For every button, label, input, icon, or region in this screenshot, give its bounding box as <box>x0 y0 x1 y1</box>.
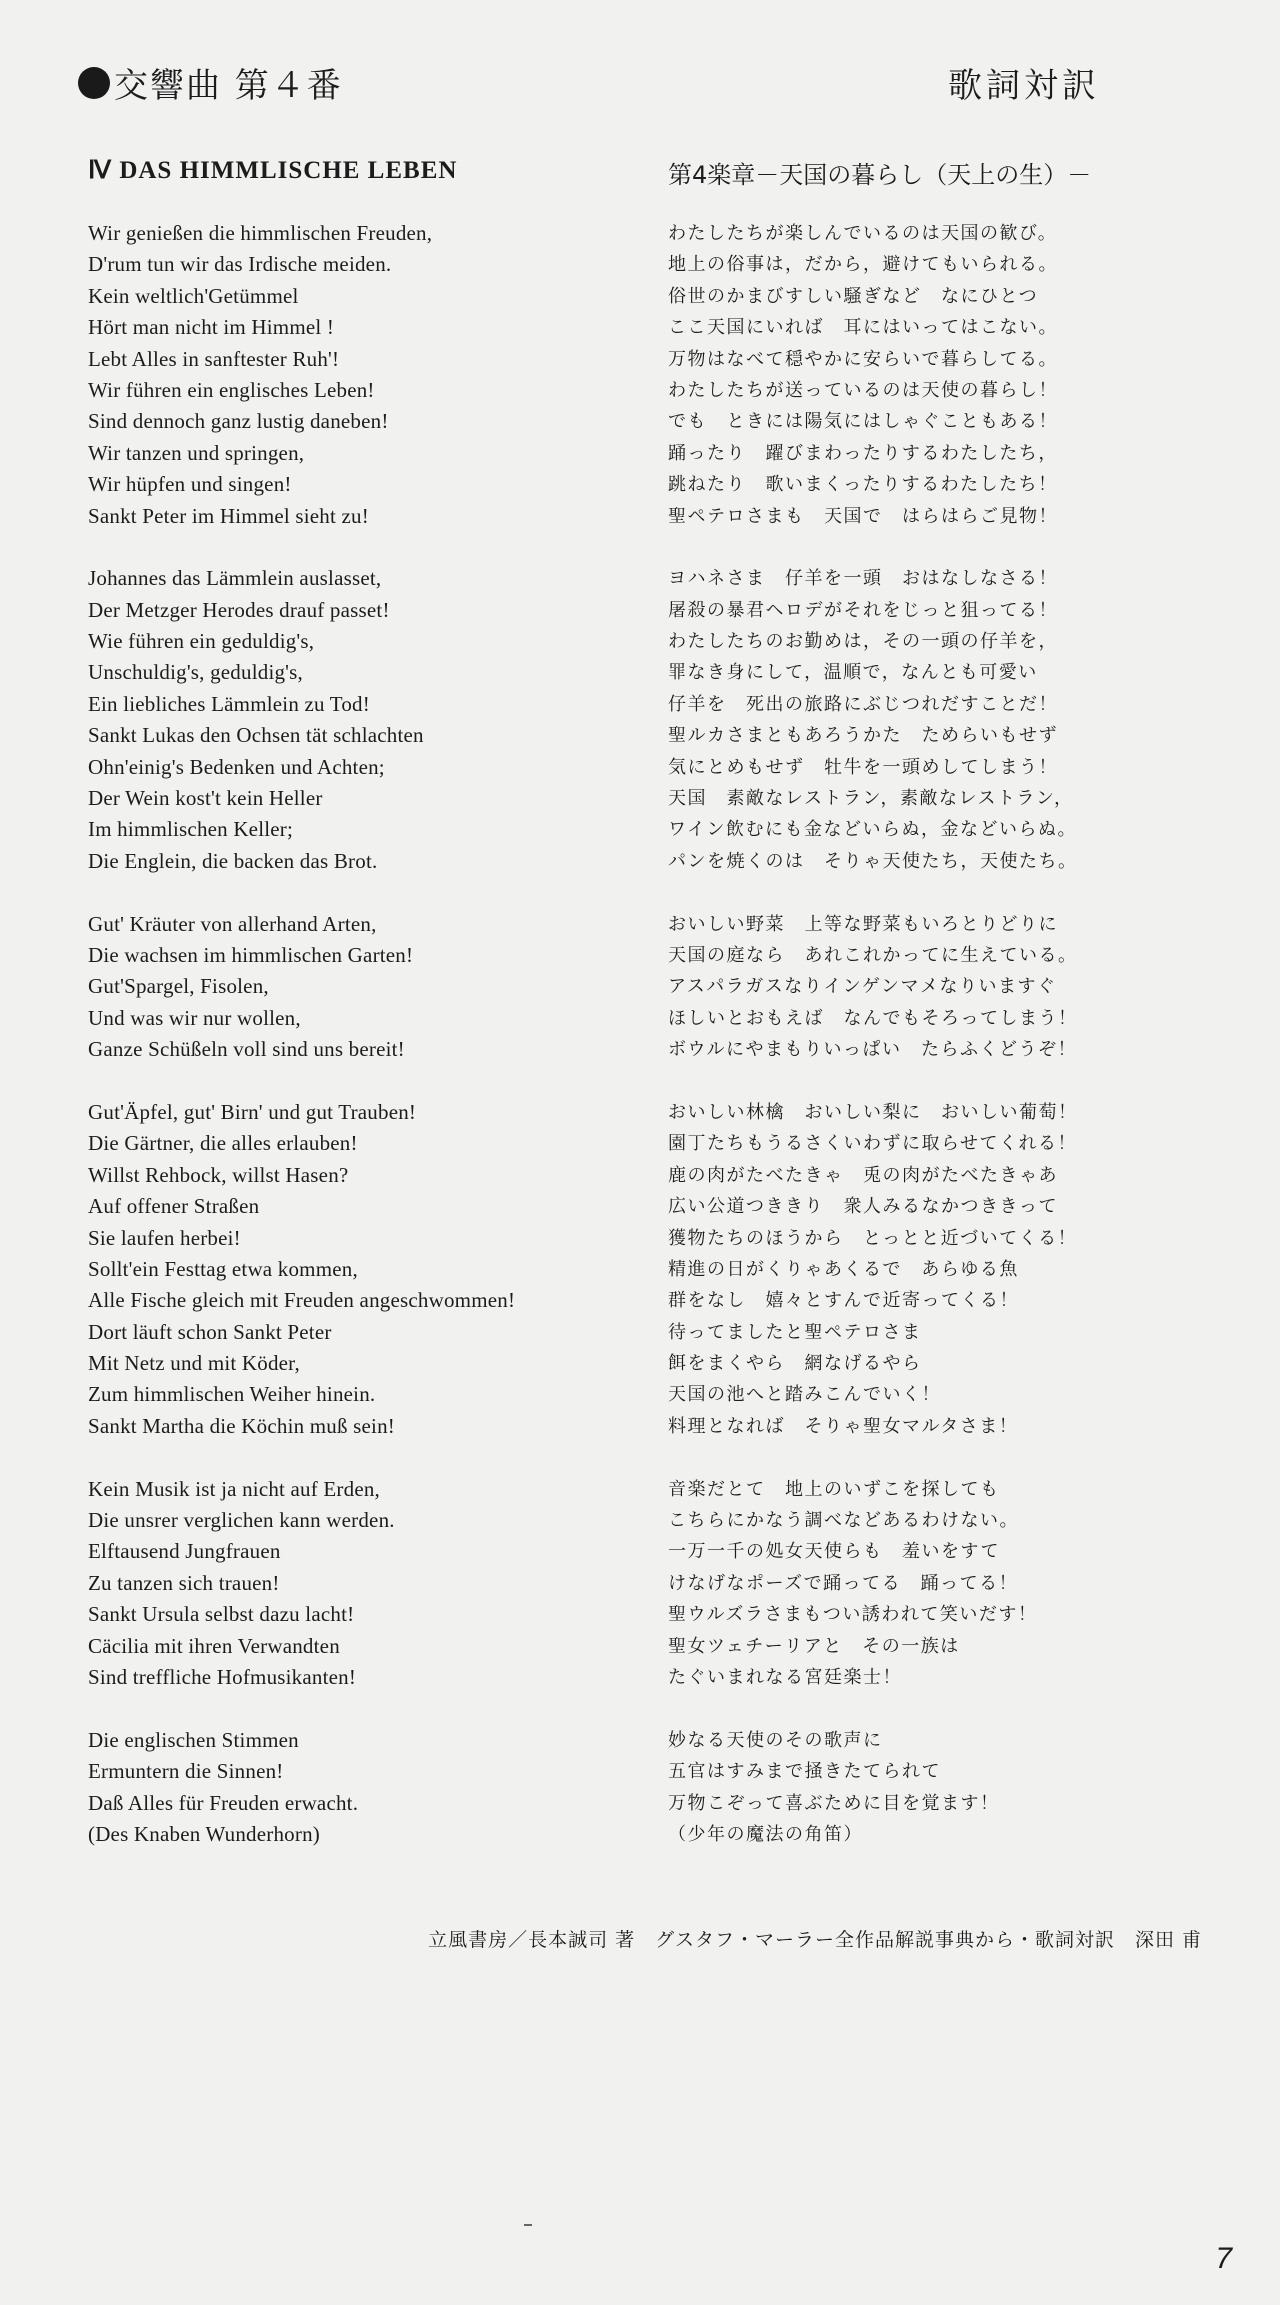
japanese-lyric-line: 天国の庭なら あれこれかってに生えている。 <box>668 944 1078 966</box>
german-lyric-line: Sankt Peter im Himmel sieht zu! <box>88 503 369 528</box>
japanese-lyric-line: 天国の池へと踏みこんでいく！ <box>668 1384 941 1406</box>
german-lyric-line: Wir führen ein englisches Leben! <box>88 377 375 402</box>
japanese-lyric-line: パンを焼くのは そりゃ天使たち，天使たち。 <box>668 850 1078 872</box>
german-lyric-line: Wie führen ein geduldig's, <box>88 629 315 654</box>
japanese-lyric-line: ボウルにやまもりいっぱい たらふくどうぞ！ <box>668 1039 1077 1061</box>
german-lyric-line: Ermuntern die Sinnen! <box>88 1759 284 1784</box>
japanese-lyric-line: ワイン飲むにも金などいらぬ，金などいらぬ。 <box>668 819 1077 841</box>
japanese-lyric-line: 万物はなべて穏やかに安らいで暮らしてる。 <box>668 348 1058 370</box>
japanese-stanza <box>668 218 1228 532</box>
german-lyric-line: Dort läuft schon Sankt Peter <box>88 1319 332 1344</box>
japanese-lyric-line: 聖女ツェチーリアと その一族は <box>668 1635 960 1657</box>
german-lyric-line: Kein weltlich'Getümmel <box>88 283 299 308</box>
german-lyric-line: Zum himmlischen Weiher hinein. <box>88 1382 376 1407</box>
german-lyric-line: Alle Fische gleich mit Freuden angeschwommen! <box>88 1288 516 1313</box>
german-lyric-line: Zu tanzen sich trauen! <box>88 1570 280 1595</box>
japanese-lyric-line: 精進の日がくりゃあくるで あらゆる魚 <box>668 1258 1019 1280</box>
german-stanza <box>88 1097 648 1442</box>
german-lyric-line: Ganze Schüßeln voll sind uns bereit! <box>88 1037 405 1062</box>
japanese-lyric-line: 音楽だとて 地上のいずこを探しても <box>668 1478 1000 1500</box>
japanese-lyric-line: けなげなポーズで踊ってる 踊ってる！ <box>668 1572 1019 1594</box>
japanese-lyric-line: 聖ウルズラさまもつい誘われて笑いだす！ <box>668 1604 1038 1626</box>
symphony-title: 交響曲 第４番 <box>114 66 343 106</box>
german-lyric-line: D'rum tun wir das Irdische meiden. <box>88 252 392 277</box>
japanese-stanza <box>668 909 1228 1066</box>
german-stanza <box>88 218 648 532</box>
japanese-lyric-line: おいしい林檎 おいしい梨に おいしい葡萄！ <box>668 1101 1078 1123</box>
japanese-stanza <box>668 563 1228 877</box>
japanese-lyric-line: ここ天国にいれば 耳にはいってはこない。 <box>668 317 1058 339</box>
german-stanza <box>88 909 648 1066</box>
german-lyric-line: Johannes das Lämmlein auslasset, <box>88 566 382 591</box>
japanese-lyric-line: たぐいまれなる宮廷楽士！ <box>668 1666 902 1688</box>
japanese-lyric-line: 聖ルカさまともあろうかた ためらいもせず <box>668 725 1058 747</box>
japanese-lyric-line: 聖ペテロさまも 天国で はらはらご見物！ <box>668 505 1058 527</box>
german-lyric-line: Mit Netz und mit Köder, <box>88 1351 300 1376</box>
japanese-lyric-line: 群をなし 嬉々とすんで近寄ってくる！ <box>668 1290 1019 1312</box>
german-lyric-line: Gut'Äpfel, gut' Birn' und gut Trauben! <box>88 1099 417 1124</box>
german-lyrics-column <box>88 218 648 1882</box>
japanese-lyric-line: 踊ったり 躍びまわったりするわたしたち， <box>668 442 1058 464</box>
german-stanza <box>88 1474 648 1694</box>
german-lyric-line: Der Wein kost't kein Heller <box>88 786 323 811</box>
japanese-lyric-line: わたしたちが送っているのは天使の暮らし！ <box>668 379 1058 401</box>
bullet-icon <box>78 67 110 99</box>
japanese-lyric-line: でも ときには陽気にはしゃぐこともある！ <box>668 411 1058 433</box>
page-mark <box>524 2224 532 2226</box>
german-lyric-line: Hört man nicht im Himmel ! <box>88 315 335 340</box>
japanese-lyric-line: 妙なる天使のその歌声に <box>668 1729 883 1751</box>
german-lyric-line: Elftausend Jungfrauen <box>88 1539 281 1564</box>
japanese-lyric-line: 万物こぞって喜ぶために目を覚ます！ <box>668 1792 1000 1814</box>
german-lyric-line: Sankt Martha die Köchin muß sein! <box>88 1413 395 1438</box>
german-lyric-line: Cäcilia mit ihren Verwandten <box>88 1633 340 1658</box>
page-header <box>78 58 1100 108</box>
japanese-lyric-line: こちらにかなう調べなどあるわけない。 <box>668 1510 1019 1532</box>
section-label: 歌詞対訳 <box>948 66 1100 106</box>
japanese-lyric-line: 料理となれば そりゃ聖女マルタさま！ <box>668 1415 1019 1437</box>
german-lyric-line: Willst Rehbock, willst Hasen? <box>88 1162 349 1187</box>
japanese-lyric-line: わたしたちのお勤めは，その一頭の仔羊を， <box>668 631 1058 653</box>
japanese-lyric-line: 天国 素敵なレストラン，素敵なレストラン， <box>668 788 1074 810</box>
japanese-stanza <box>668 1474 1228 1694</box>
japanese-lyric-line: おいしい野菜 上等な野菜もいろとりどりに <box>668 913 1058 935</box>
japanese-lyric-line: 鹿の肉がたべたきゃ 兎の肉がたべたきゃあ <box>668 1164 1058 1186</box>
german-lyric-line: Auf offener Straßen <box>88 1194 260 1219</box>
german-lyric-line: Die wachsen im himmlischen Garten! <box>88 942 414 967</box>
german-stanza <box>88 563 648 877</box>
japanese-lyric-line: 餌をまくやら 網なげるやら <box>668 1353 922 1375</box>
german-lyric-line: Die Gärtner, die alles erlauben! <box>88 1131 358 1156</box>
german-lyric-line: Sollt'ein Festtag etwa kommen, <box>88 1256 358 1281</box>
japanese-lyric-line: 気にとめもせず 牡牛を一頭めしてしまう！ <box>668 756 1058 778</box>
japanese-lyric-line: ほしいとおもえば なんでもそろってしまう！ <box>668 1007 1078 1029</box>
german-lyric-line: Die englischen Stimmen <box>88 1727 299 1752</box>
german-lyric-line: Gut' Kräuter von allerhand Arten, <box>88 911 377 936</box>
japanese-lyric-line: 待ってましたと聖ペテロさま <box>668 1321 922 1343</box>
german-lyric-line: Wir tanzen und springen, <box>88 440 305 465</box>
japanese-lyric-line: アスパラガスなりインゲンマメなりいますぐ <box>668 976 1057 998</box>
german-lyric-line: Sind treffliche Hofmusikanten! <box>88 1664 357 1689</box>
german-lyric-line: Wir hüpfen und singen! <box>88 472 292 497</box>
german-lyric-line: Sind dennoch ganz lustig daneben! <box>88 409 389 434</box>
japanese-lyric-line: 園丁たちもうるさくいわずに取らせてくれる！ <box>668 1133 1077 1155</box>
german-lyric-line: Unschuldig's, geduldig's, <box>88 660 303 685</box>
german-stanza <box>88 1725 648 1851</box>
german-lyric-line: Die unsrer verglichen kann werden. <box>88 1508 395 1533</box>
german-lyric-line: Sie laufen herbei! <box>88 1225 241 1250</box>
japanese-lyric-line: 仔羊を 死出の旅路にぶじつれだすことだ！ <box>668 693 1058 715</box>
german-lyric-line: Daß Alles für Freuden erwacht. <box>88 1790 359 1815</box>
japanese-lyric-line: （少年の魔法の角笛） <box>668 1823 863 1845</box>
japanese-lyric-line: 地上の俗事は，だから，避けてもいられる。 <box>668 254 1058 276</box>
german-lyric-line: Der Metzger Herodes drauf passet! <box>88 597 390 622</box>
german-lyric-line: Kein Musik ist ja nicht auf Erden, <box>88 1476 380 1501</box>
japanese-lyric-line: 五官はすみまで掻きたてられて <box>668 1761 941 1783</box>
german-lyric-line: Ohn'einig's Bedenken und Achten; <box>88 754 385 779</box>
german-lyric-line: Lebt Alles in sanftester Ruh'! <box>88 346 340 371</box>
german-lyric-line: Ein liebliches Lämmlein zu Tod! <box>88 691 370 716</box>
translation-credit: 立風書房／長本誠司 著 グスタフ・マーラー全作品解説事典から・歌詞対訳 深田 甫 <box>428 1929 1202 1951</box>
header-left <box>78 58 343 107</box>
japanese-lyric-line: 一万一千の処女天使らも 羞いをすて <box>668 1541 1001 1563</box>
japanese-lyric-line: 罪なき身にして，温順で，なんとも可愛い <box>668 662 1038 684</box>
japanese-lyric-line: わたしたちが楽しんでいるのは天国の歓び。 <box>668 223 1058 244</box>
german-lyric-line: Gut'Spargel, Fisolen, <box>88 974 269 999</box>
german-lyric-line: Im himmlischen Keller; <box>88 817 294 842</box>
german-lyric-line: Und was wir nur wollen, <box>88 1005 301 1030</box>
japanese-movement-title: 第4楽章－天国の暮らし（天上の生）－ <box>668 161 1092 189</box>
japanese-lyric-line: 俗世のかまびすしい騒ぎなど なにひとつ <box>668 285 1039 307</box>
japanese-lyrics-column <box>668 218 1228 1882</box>
german-lyric-line: Sankt Ursula selbst dazu lacht! <box>88 1602 355 1627</box>
german-lyric-line: Die Englein, die backen das Brot. <box>88 848 378 873</box>
japanese-stanza <box>668 1725 1228 1851</box>
japanese-lyric-line: 跳ねたり 歌いまくったりするわたしたち！ <box>668 474 1058 496</box>
german-movement-title: Ⅳ DAS HIMMLISCHE LEBEN <box>88 157 458 184</box>
page-number: 7 <box>1215 2242 1232 2275</box>
japanese-stanza <box>668 1097 1228 1442</box>
japanese-lyric-line: ヨハネさま 仔羊を一頭 おはなしなさる！ <box>668 568 1058 590</box>
japanese-lyric-line: 広い公道つききり 衆人みるなかつききって <box>668 1196 1058 1218</box>
japanese-lyric-line: 獲物たちのほうから とっとと近づいてくる！ <box>668 1227 1078 1249</box>
german-lyric-line: (Des Knaben Wunderhorn) <box>88 1821 320 1846</box>
german-lyric-line: Sankt Lukas den Ochsen tät schlachten <box>88 723 424 748</box>
german-lyric-line: Wir genießen die himmlischen Freuden, <box>88 221 433 245</box>
japanese-lyric-line: 屠殺の暴君ヘロデがそれをじっと狙ってる！ <box>668 599 1058 621</box>
